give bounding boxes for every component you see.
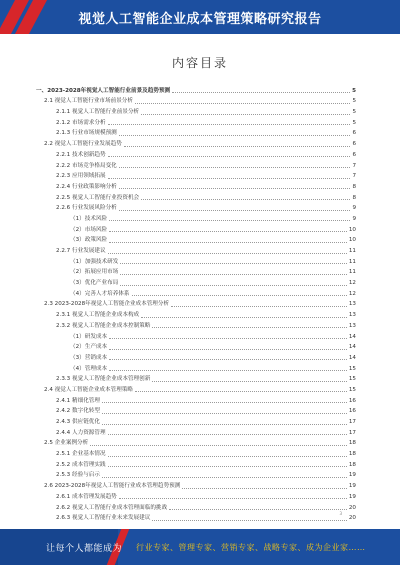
- toc-leader-dots: [109, 231, 347, 232]
- toc-leader-dots: [109, 338, 347, 339]
- toc-entry-page: 18: [348, 440, 356, 447]
- toc-entry-page: 6: [352, 141, 356, 148]
- toc-entry-page: 6: [352, 151, 356, 158]
- toc-entry-label: 2.3.1 视觉人工智能企业成本构成: [56, 312, 140, 319]
- toc-entry[interactable]: [36, 490, 356, 501]
- page-number: 3: [339, 511, 342, 516]
- toc-entry[interactable]: [36, 426, 356, 437]
- toc-entry-page: 12: [348, 280, 356, 287]
- toc-entry-label: 2.2.4 行业政策影响分析: [56, 183, 117, 190]
- toc-entry-label: 2.1.3 行业市场规模预测: [56, 130, 117, 137]
- toc-entry-label: （4）完善人才培养体系: [70, 290, 130, 297]
- toc-leader-dots: [124, 146, 351, 147]
- report-footer: [0, 529, 400, 565]
- toc-entry-label: （1）技术风险: [70, 215, 108, 222]
- toc-title: 内容目录: [171, 56, 228, 70]
- toc-entry[interactable]: [36, 479, 356, 490]
- toc-leader-dots: [108, 466, 347, 467]
- toc-leader-dots: [152, 381, 347, 382]
- toc-leader-dots: [141, 317, 347, 318]
- toc-entry[interactable]: [36, 298, 356, 309]
- toc-entry-label: 2.3.3 视觉人工智能企业成本管理创新: [56, 376, 151, 383]
- toc-entry-page: 13: [348, 312, 356, 319]
- toc-entry-label: （1）加强技术研发: [70, 258, 119, 265]
- toc-entry-label: （2）生产成本: [70, 344, 108, 351]
- toc-leader-dots: [108, 156, 351, 157]
- toc-entry-label: 2.4.3 供应链优化: [56, 419, 100, 425]
- toc-entry-page: 15: [348, 365, 356, 372]
- toc-entry-label: 2.1.2 市场需求分析: [56, 119, 106, 126]
- toc-entry-label: （3）优化产业布局: [70, 280, 119, 287]
- toc-entry-page: 10: [348, 237, 356, 244]
- toc-entry-label: 2.6.2 视觉人工智能行业成本管理面临的挑战: [56, 504, 168, 511]
- toc-entry[interactable]: [36, 469, 356, 480]
- toc-entry[interactable]: [36, 447, 356, 458]
- toc-leader-dots: [141, 199, 350, 200]
- toc-leader-dots: [109, 349, 347, 350]
- toc-entry-page: 19: [348, 472, 356, 479]
- toc-entry[interactable]: [36, 234, 356, 245]
- toc-entry-page: 18: [348, 451, 356, 458]
- toc-entry[interactable]: [36, 116, 356, 127]
- toc-entry[interactable]: [36, 84, 356, 95]
- toc-leader-dots: [152, 520, 347, 521]
- toc-leader-dots: [135, 103, 350, 104]
- toc-entry-page: 7: [352, 173, 356, 180]
- toc-entry-page: 9: [352, 215, 356, 222]
- toc-entry-page: 19: [348, 493, 356, 500]
- toc-entry-page: 6: [352, 130, 356, 137]
- toc-entry-page: 15: [348, 386, 356, 393]
- toc-entry-label: 2.3 2023-2028年视觉人工智能企业成本管理分析: [44, 301, 170, 308]
- toc-leader-dots: [108, 124, 351, 125]
- toc-entry[interactable]: [36, 212, 356, 223]
- toc-entry-page: 11: [348, 248, 356, 254]
- toc-entry-page: 12: [348, 290, 356, 297]
- report-header: [0, 0, 400, 34]
- toc-leader-dots: [108, 434, 347, 435]
- report-title: 视觉人工智能企业成本管理策略研究报告: [78, 12, 322, 27]
- toc-entry[interactable]: [36, 351, 356, 362]
- toc-entry-page: 5: [352, 98, 356, 105]
- toc-entry[interactable]: [36, 191, 356, 202]
- toc-entry[interactable]: [36, 308, 356, 319]
- toc-leader-dots: [119, 188, 351, 189]
- toc-entry[interactable]: [36, 95, 356, 106]
- toc-leader-dots: [108, 178, 351, 179]
- toc-entry-page: 18: [348, 461, 356, 468]
- toc-entry-label: 2.6 2023-2028年视觉人工智能行业成本管理趋势预测: [44, 483, 181, 490]
- toc-entry[interactable]: [36, 373, 356, 384]
- toc-entry-page: 5: [352, 119, 356, 126]
- toc-entry[interactable]: [36, 330, 356, 341]
- toc-entry-label: 2.2.3 应用领域拓展: [56, 173, 106, 180]
- toc-entry-page: 5: [352, 87, 356, 94]
- toc-entry[interactable]: [36, 170, 356, 181]
- toc-entry-label: （2）拓展应用市场: [70, 269, 119, 276]
- toc-entry-label: 2.2 视觉人工智能行业发展趋势: [44, 141, 122, 148]
- toc-leader-dots: [108, 253, 347, 254]
- toc-entry-label: 2.5.1 企业基本情况: [56, 451, 106, 458]
- toc-leader-dots: [109, 242, 347, 243]
- toc-entry-label: 2.4.2 数字化转型: [56, 408, 100, 415]
- toc-leader-dots: [102, 413, 347, 414]
- toc-entry-label: （2）市场风险: [70, 226, 108, 233]
- toc-entry-label: 2.4.4 人力资源管理: [56, 429, 106, 436]
- toc-entry-label: 2.2.5 视觉人工智能行业投资机会: [56, 194, 140, 201]
- toc-entry-label: 2.4 视觉人工智能企业成本管理策略: [44, 386, 133, 393]
- toc-entry-label: 2.2.6 行业发展风险分析: [56, 205, 117, 212]
- toc-entry[interactable]: [36, 137, 356, 148]
- toc-entry[interactable]: [36, 223, 356, 234]
- toc-entry[interactable]: [36, 405, 356, 416]
- toc-leader-dots: [172, 92, 350, 93]
- toc-entry[interactable]: [36, 501, 356, 512]
- toc-entry-page: 14: [348, 354, 356, 361]
- toc-entry[interactable]: [36, 362, 356, 373]
- toc-entry[interactable]: [36, 458, 356, 469]
- toc-leader-dots: [102, 424, 347, 425]
- toc-leader-dots: [108, 456, 347, 457]
- toc-entry[interactable]: [36, 266, 356, 277]
- toc-entry[interactable]: [36, 148, 356, 159]
- toc-entry-page: 7: [352, 162, 356, 169]
- toc-entry-page: 20: [348, 504, 356, 511]
- toc-leader-dots: [119, 498, 347, 499]
- toc-entry-label: （1）研发成本: [70, 333, 108, 340]
- toc-entry[interactable]: [36, 437, 356, 448]
- toc-leader-dots: [171, 306, 347, 307]
- toc-leader-dots: [120, 263, 347, 264]
- toc-leader-dots: [109, 370, 347, 371]
- toc-entry-label: 2.6.1 成本管理发展趋势: [56, 493, 117, 500]
- table-of-contents: [36, 84, 356, 522]
- toc-leader-dots: [169, 509, 347, 510]
- toc-entry-label: 2.5 企业案例分析: [44, 440, 89, 447]
- toc-leader-dots: [119, 210, 351, 211]
- toc-entry-page: 13: [348, 322, 356, 329]
- toc-entry-label: 一、2023-2028年视觉人工智能行业前景及趋势预测: [36, 87, 171, 94]
- toc-leader-dots: [119, 167, 351, 168]
- toc-entry-page: 17: [348, 429, 356, 436]
- toc-leader-dots: [119, 135, 351, 136]
- toc-leader-dots: [120, 274, 347, 275]
- toc-leader-dots: [182, 488, 347, 489]
- footer-roles: 行业专家、管理专家、营销专家、战略专家、成为企业家……: [136, 543, 366, 552]
- toc-entry[interactable]: [36, 127, 356, 138]
- toc-entry[interactable]: [36, 415, 356, 426]
- toc-entry-page: 16: [348, 408, 356, 415]
- toc-leader-dots: [109, 359, 347, 360]
- toc-entry-page: 20: [348, 515, 356, 522]
- toc-entry[interactable]: [36, 159, 356, 170]
- toc-entry[interactable]: [36, 202, 356, 213]
- toc-entry-label: 2.6.3 视觉人工智能行业未来发展建议: [56, 515, 151, 522]
- toc-entry[interactable]: [36, 287, 356, 298]
- toc-entry[interactable]: [36, 319, 356, 330]
- toc-entry-page: 11: [348, 269, 356, 276]
- toc-entry-label: 2.5.3 经验与启示: [56, 472, 100, 479]
- toc-entry-page: 17: [348, 419, 356, 425]
- toc-leader-dots: [120, 285, 347, 286]
- toc-entry-label: 2.1.1 视觉人工智能行业前景分析: [56, 109, 140, 116]
- toc-entry-label: 2.3.2 视觉人工智能企业成本控制策略: [56, 322, 151, 329]
- toc-entry-page: 9: [352, 205, 356, 212]
- toc-leader-dots: [102, 402, 347, 403]
- toc-leader-dots: [102, 477, 347, 478]
- toc-entry-page: 19: [348, 483, 356, 490]
- toc-entry-page: 5: [352, 109, 356, 116]
- toc-entry-page: 8: [352, 194, 356, 201]
- footer-slogan: 让每个人都能成为: [46, 544, 123, 554]
- toc-entry-label: （3）政策风险: [70, 237, 108, 244]
- toc-entry-label: 2.4.1 精细化管理: [56, 397, 100, 404]
- toc-entry[interactable]: [36, 512, 356, 523]
- toc-leader-dots: [135, 391, 347, 392]
- toc-leader-dots: [132, 295, 347, 296]
- toc-entry[interactable]: [36, 383, 356, 394]
- toc-leader-dots: [141, 114, 350, 115]
- toc-entry-page: 13: [348, 301, 356, 308]
- toc-leader-dots: [90, 445, 347, 446]
- toc-entry[interactable]: [36, 180, 356, 191]
- toc-entry-label: 2.1 视觉人工智能行业市场前景分析: [44, 98, 133, 105]
- toc-entry[interactable]: [36, 255, 356, 266]
- toc-entry-page: 16: [348, 397, 356, 404]
- toc-entry[interactable]: [36, 394, 356, 405]
- toc-entry-label: 2.2.2 市场竞争格局变化: [56, 162, 117, 169]
- toc-entry-page: 15: [348, 376, 356, 383]
- toc-entry-label: （3）营销成本: [70, 354, 108, 361]
- toc-entry[interactable]: [36, 341, 356, 352]
- toc-entry-page: 8: [352, 183, 356, 190]
- toc-entry[interactable]: [36, 244, 356, 255]
- toc-entry-page: 14: [348, 344, 356, 351]
- toc-entry-page: 14: [348, 333, 356, 340]
- toc-entry-page: 10: [348, 226, 356, 233]
- toc-entry-label: 2.2.7 行业发展建议: [56, 248, 106, 254]
- toc-entry-label: 2.5.2 成本管理实践: [56, 461, 106, 468]
- toc-entry-label: 2.2.1 技术创新趋势: [56, 151, 106, 158]
- toc-leader-dots: [152, 327, 347, 328]
- toc-entry[interactable]: [36, 105, 356, 116]
- toc-entry[interactable]: [36, 276, 356, 287]
- toc-entry-label: （4）管理成本: [70, 365, 108, 372]
- toc-entry-page: 11: [348, 258, 356, 265]
- toc-leader-dots: [109, 220, 350, 221]
